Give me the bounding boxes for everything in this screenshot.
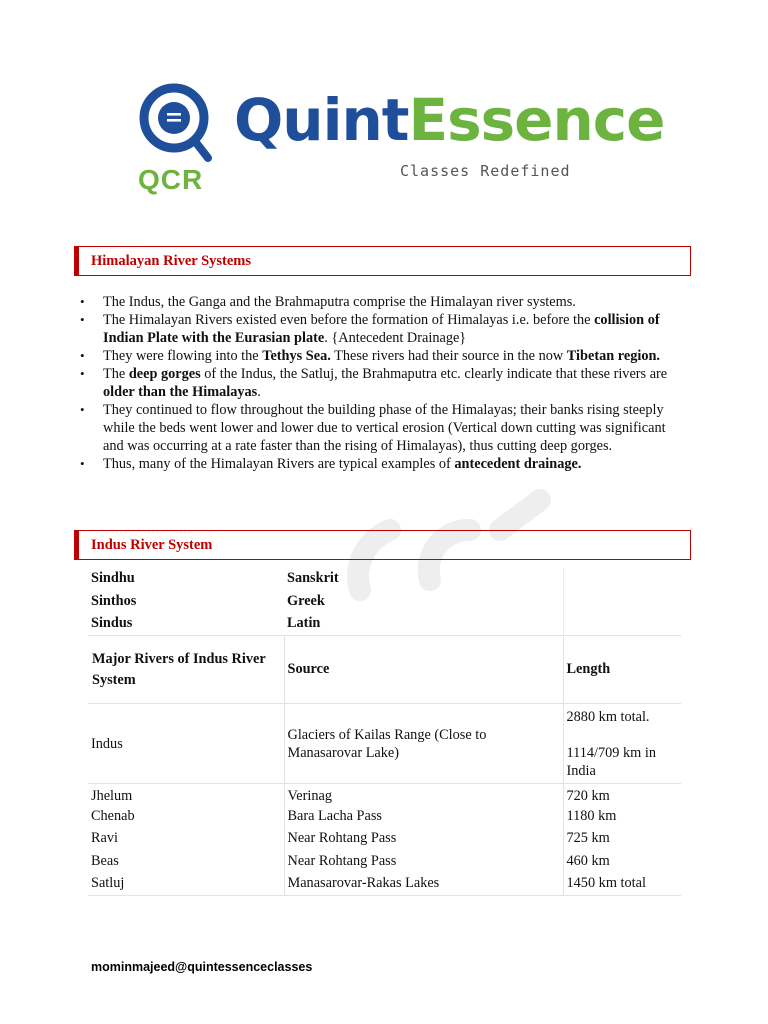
river-cell: Jhelum [91,788,133,804]
bullet-text: of the Indus, the Satluj, the Brahmaputra etc. clearly indicate that these rivers are [200,366,668,382]
brand-quint: Quint [234,86,409,154]
river-cell: Chenab [91,808,135,824]
length-cell: 725 km [563,828,681,850]
brand-name [234,86,665,154]
section-heading-indus [74,530,691,560]
length-cell: 460 km [563,851,681,873]
length-total: 2880 km total. [566,708,650,725]
bullet-emphasis: older than the Himalayas [103,384,258,400]
length-spacer [567,726,679,744]
source-cell: Near Rohtang Pass [284,828,563,850]
bullet-text: They continued to flow throughout the building phase of the Himalayas; their banks rising steeply while the beds went lower and lower due to vertical erosion (Vertical down cutting was significant and was occurring at a rate faster than the rising of Himalayas), thus cutting deep gorges. [103,402,666,454]
river-cell: Satluj [88,873,284,895]
name-row [88,591,681,614]
table-row [88,873,681,895]
length-cell: 1450 km total [563,873,681,895]
bullet-text: They were flowing into the [103,348,263,364]
empty-cell [563,568,681,591]
bullet-text: . {Antecedent Drainage} [324,330,467,346]
section-heading-himalayan [74,246,691,276]
bullet-emphasis: antecedent drainage. [454,456,582,472]
length-cell: 1180 km [563,806,681,828]
header-river: Major Rivers of Indus River System [88,636,284,704]
name-cell: Sindhu [91,570,135,586]
river-cell: Beas [91,852,119,869]
river-cell: Indus [88,704,284,784]
bullet-text: The Himalayan Rivers existed even before the formation of Himalayas i.e. before the [103,312,595,328]
language-cell: Latin [287,615,321,631]
length-cell [563,704,681,784]
bullet-item [78,293,686,311]
name-cell: Sindus [91,615,133,631]
source-cell: Near Rohtang Pass [284,851,563,873]
bullet-item [78,311,686,347]
table-row [88,784,681,807]
bullet-text: These rivers had their source in the now [330,348,567,364]
bullet-emphasis: collision of Indian Plate with the Eurasian plate [103,312,660,346]
brand-essence: Essence [408,86,665,154]
length-cell: 720 km [563,784,681,807]
table-header-row [88,636,681,704]
bullet-emphasis: Tethys Sea. [262,348,331,364]
bullet-item [78,401,686,455]
empty-cell [563,613,681,636]
bullet-item [78,347,686,365]
section-title: Himalayan River Systems [91,252,252,269]
bullet-text: Thus, many of the Himalayan Rivers are typical examples of [103,456,455,472]
name-row [88,568,681,591]
name-cell: Sinthos [91,592,137,609]
source-cell: Glaciers of Kailas Range (Close to Manasarovar Lake) [284,704,563,784]
length-india: 1114/709 km in India [566,744,656,779]
language-cell: Greek [287,592,325,609]
name-row [88,613,681,636]
empty-cell [563,591,681,614]
bullet-emphasis: deep gorges [128,366,201,382]
quintessence-logo [136,78,665,198]
bullet-text: . [257,384,261,400]
river-cell: Ravi [91,830,119,847]
bullet-text: The Indus, the Ganga and the Brahmaputra comprise the Himalayan river systems. [103,294,576,310]
table-row [88,806,681,828]
bullet-item [78,365,686,401]
bullet-list [78,293,686,473]
bullet-item [78,455,686,473]
bullet-emphasis: Tibetan region. [566,348,660,364]
footer-email: mominmajeed@quintessenceclasses [91,960,313,974]
source-cell: Verinag [284,784,563,807]
language-cell: Sanskrit [287,570,339,586]
indus-river-table [88,568,681,896]
brand-tagline: Classes Redefined [400,162,571,180]
section-title: Indus River System [91,536,213,553]
table-row [88,851,681,873]
bullet-text: The [103,366,129,382]
source-cell: Bara Lacha Pass [284,806,563,828]
qcr-label: QCR [138,164,204,195]
table-row [88,828,681,850]
source-cell: Manasarovar-Rakas Lakes [284,873,563,895]
header-source: Source [284,636,563,704]
header-length: Length [563,636,681,704]
table-row [88,704,681,784]
